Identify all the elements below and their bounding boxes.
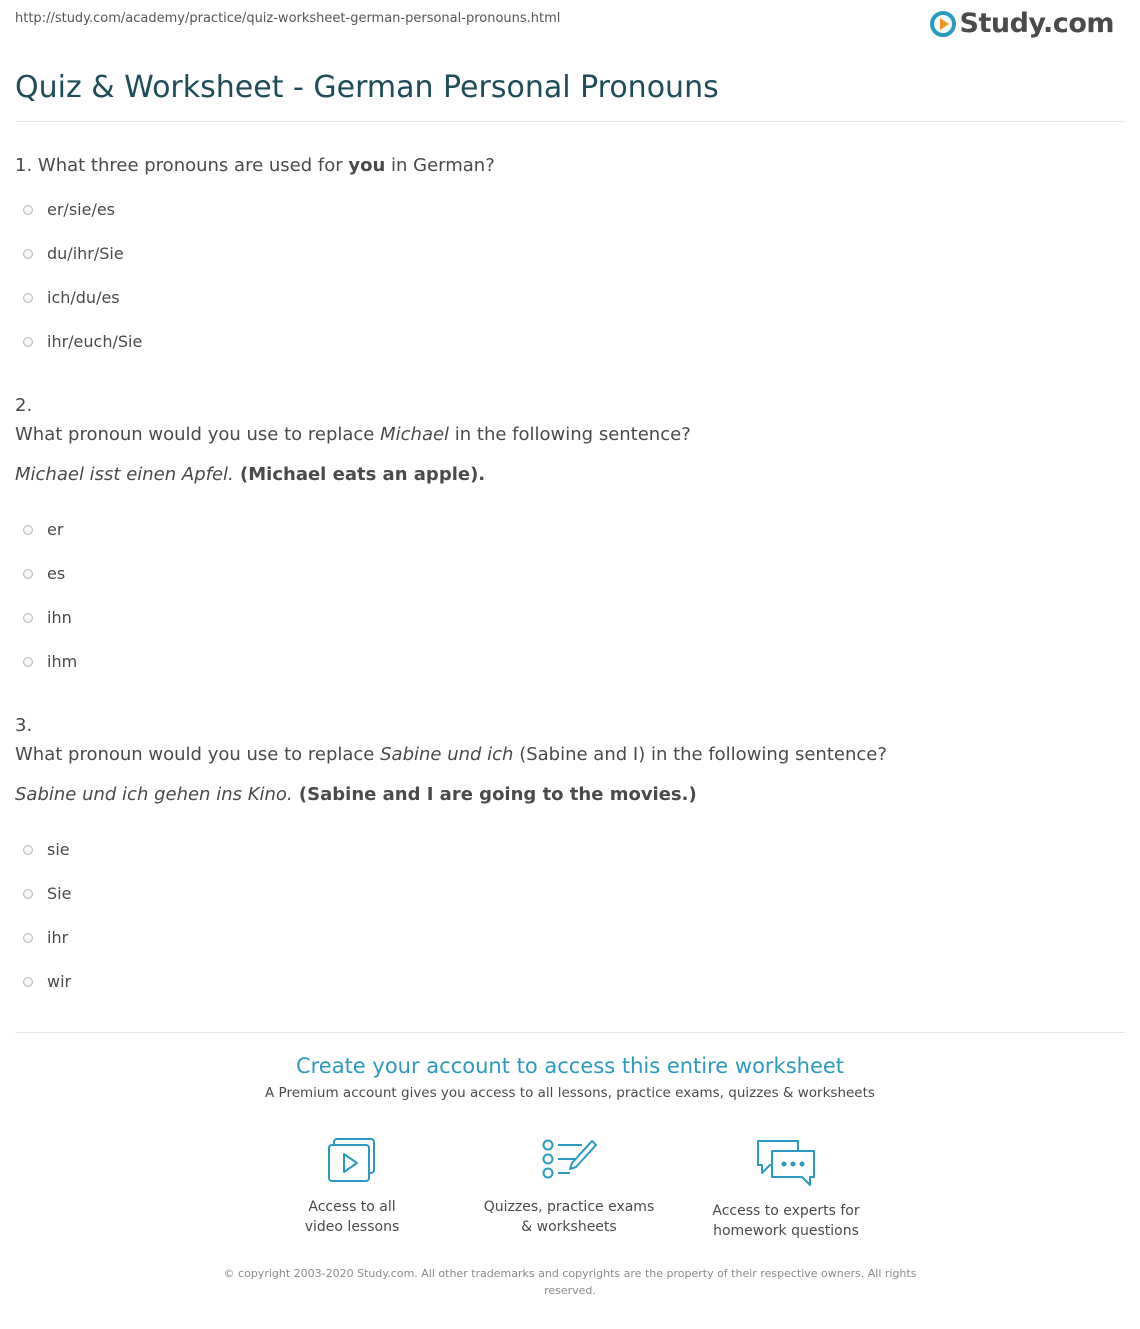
radio-button[interactable] (23, 205, 33, 215)
radio-button[interactable] (23, 293, 33, 303)
feature-experts (686, 1137, 886, 1241)
question-2-emphasis: Michael (380, 424, 450, 445)
option-label: er (47, 520, 64, 539)
question-3-sentence (15, 784, 697, 805)
q1-option-1[interactable] (23, 200, 115, 219)
option-label: du/ihr/Sie (47, 244, 124, 263)
question-3-text (15, 744, 887, 765)
feature-label: Access to all video lessons (304, 1199, 400, 1235)
option-label: Sie (47, 884, 72, 903)
question-3-number: 3. (15, 715, 33, 736)
cta-subtitle: A Premium account gives you access to all lessons, practice exams, quizzes & worksheets (265, 1085, 875, 1101)
option-label: ich/du/es (47, 288, 120, 307)
q3-option-4[interactable] (23, 972, 71, 991)
feature-video-lessons (252, 1137, 452, 1237)
question-1-emphasis: you (348, 155, 386, 176)
q1-option-4[interactable] (23, 332, 142, 351)
q2-option-2[interactable] (23, 564, 65, 583)
question-2-prefix: What pronoun would you use to replace (15, 424, 381, 445)
logo-text: Study.com (959, 8, 1114, 39)
q1-option-2[interactable] (23, 244, 124, 263)
question-2-number: 2. (15, 395, 33, 416)
question-3-prefix: What pronoun would you use to replace (15, 744, 381, 765)
radio-button[interactable] (23, 613, 33, 623)
radio-button[interactable] (23, 977, 33, 987)
question-3-suffix: (Sabine and I) in the following sentence? (513, 744, 887, 765)
option-label: er/sie/es (47, 200, 116, 219)
page-url: http://study.com/academy/practice/quiz-worksheet-german-personal-pronouns.html (15, 11, 561, 26)
radio-button[interactable] (23, 569, 33, 579)
play-logo-icon (930, 11, 956, 37)
option-label: ihr/euch/Sie (47, 332, 143, 351)
option-label: ihm (47, 652, 78, 671)
page-title: Quiz & Worksheet - German Personal Pronouns (15, 70, 719, 105)
divider (15, 1032, 1125, 1033)
q3-option-2[interactable] (23, 884, 71, 903)
feature-label: Access to experts for homework questions (712, 1203, 860, 1239)
option-label: es (47, 564, 66, 583)
english-translation: (Michael eats an apple). (233, 464, 486, 485)
video-lessons-icon (326, 1137, 378, 1183)
q2-option-1[interactable] (23, 520, 63, 539)
study-logo[interactable] (930, 8, 1114, 39)
quiz-checklist-icon (540, 1137, 598, 1183)
question-1-suffix: in German? (385, 155, 495, 176)
radio-button[interactable] (23, 889, 33, 899)
german-sentence: Sabine und ich gehen ins Kino. (15, 784, 293, 805)
radio-button[interactable] (23, 845, 33, 855)
create-account-link[interactable]: Create your account to access this entire worksheet (295, 1054, 845, 1078)
chat-experts-icon (754, 1137, 818, 1187)
q3-option-1[interactable] (23, 840, 70, 859)
q2-option-4[interactable] (23, 652, 77, 671)
question-2-text (15, 424, 691, 445)
german-sentence: Michael isst einen Apfel. (15, 464, 234, 485)
english-translation: (Sabine and I are going to the movies.) (292, 784, 697, 805)
option-label: wir (47, 972, 72, 991)
q3-option-3[interactable] (23, 928, 68, 947)
q2-option-3[interactable] (23, 608, 72, 627)
copyright-text: © copyright 2003-2020 Study.com. All other trademarks and copyrights are the property of their respective owners. All rights reserved. (223, 1267, 917, 1297)
radio-button[interactable] (23, 337, 33, 347)
question-2-suffix: in the following sentence? (449, 424, 691, 445)
question-3-emphasis: Sabine und ich (380, 744, 514, 765)
question-1-text (15, 155, 495, 176)
question-2-sentence (15, 464, 485, 485)
q1-option-3[interactable] (23, 288, 120, 307)
feature-label: Quizzes, practice exams & worksheets (483, 1199, 655, 1235)
divider (15, 121, 1125, 122)
option-label: ihr (47, 928, 69, 947)
question-1-prefix: 1. What three pronouns are used for (15, 155, 349, 176)
radio-button[interactable] (23, 933, 33, 943)
radio-button[interactable] (23, 249, 33, 259)
option-label: sie (47, 840, 70, 859)
radio-button[interactable] (23, 525, 33, 535)
radio-button[interactable] (23, 657, 33, 667)
feature-quizzes (469, 1137, 669, 1237)
option-label: ihn (47, 608, 72, 627)
